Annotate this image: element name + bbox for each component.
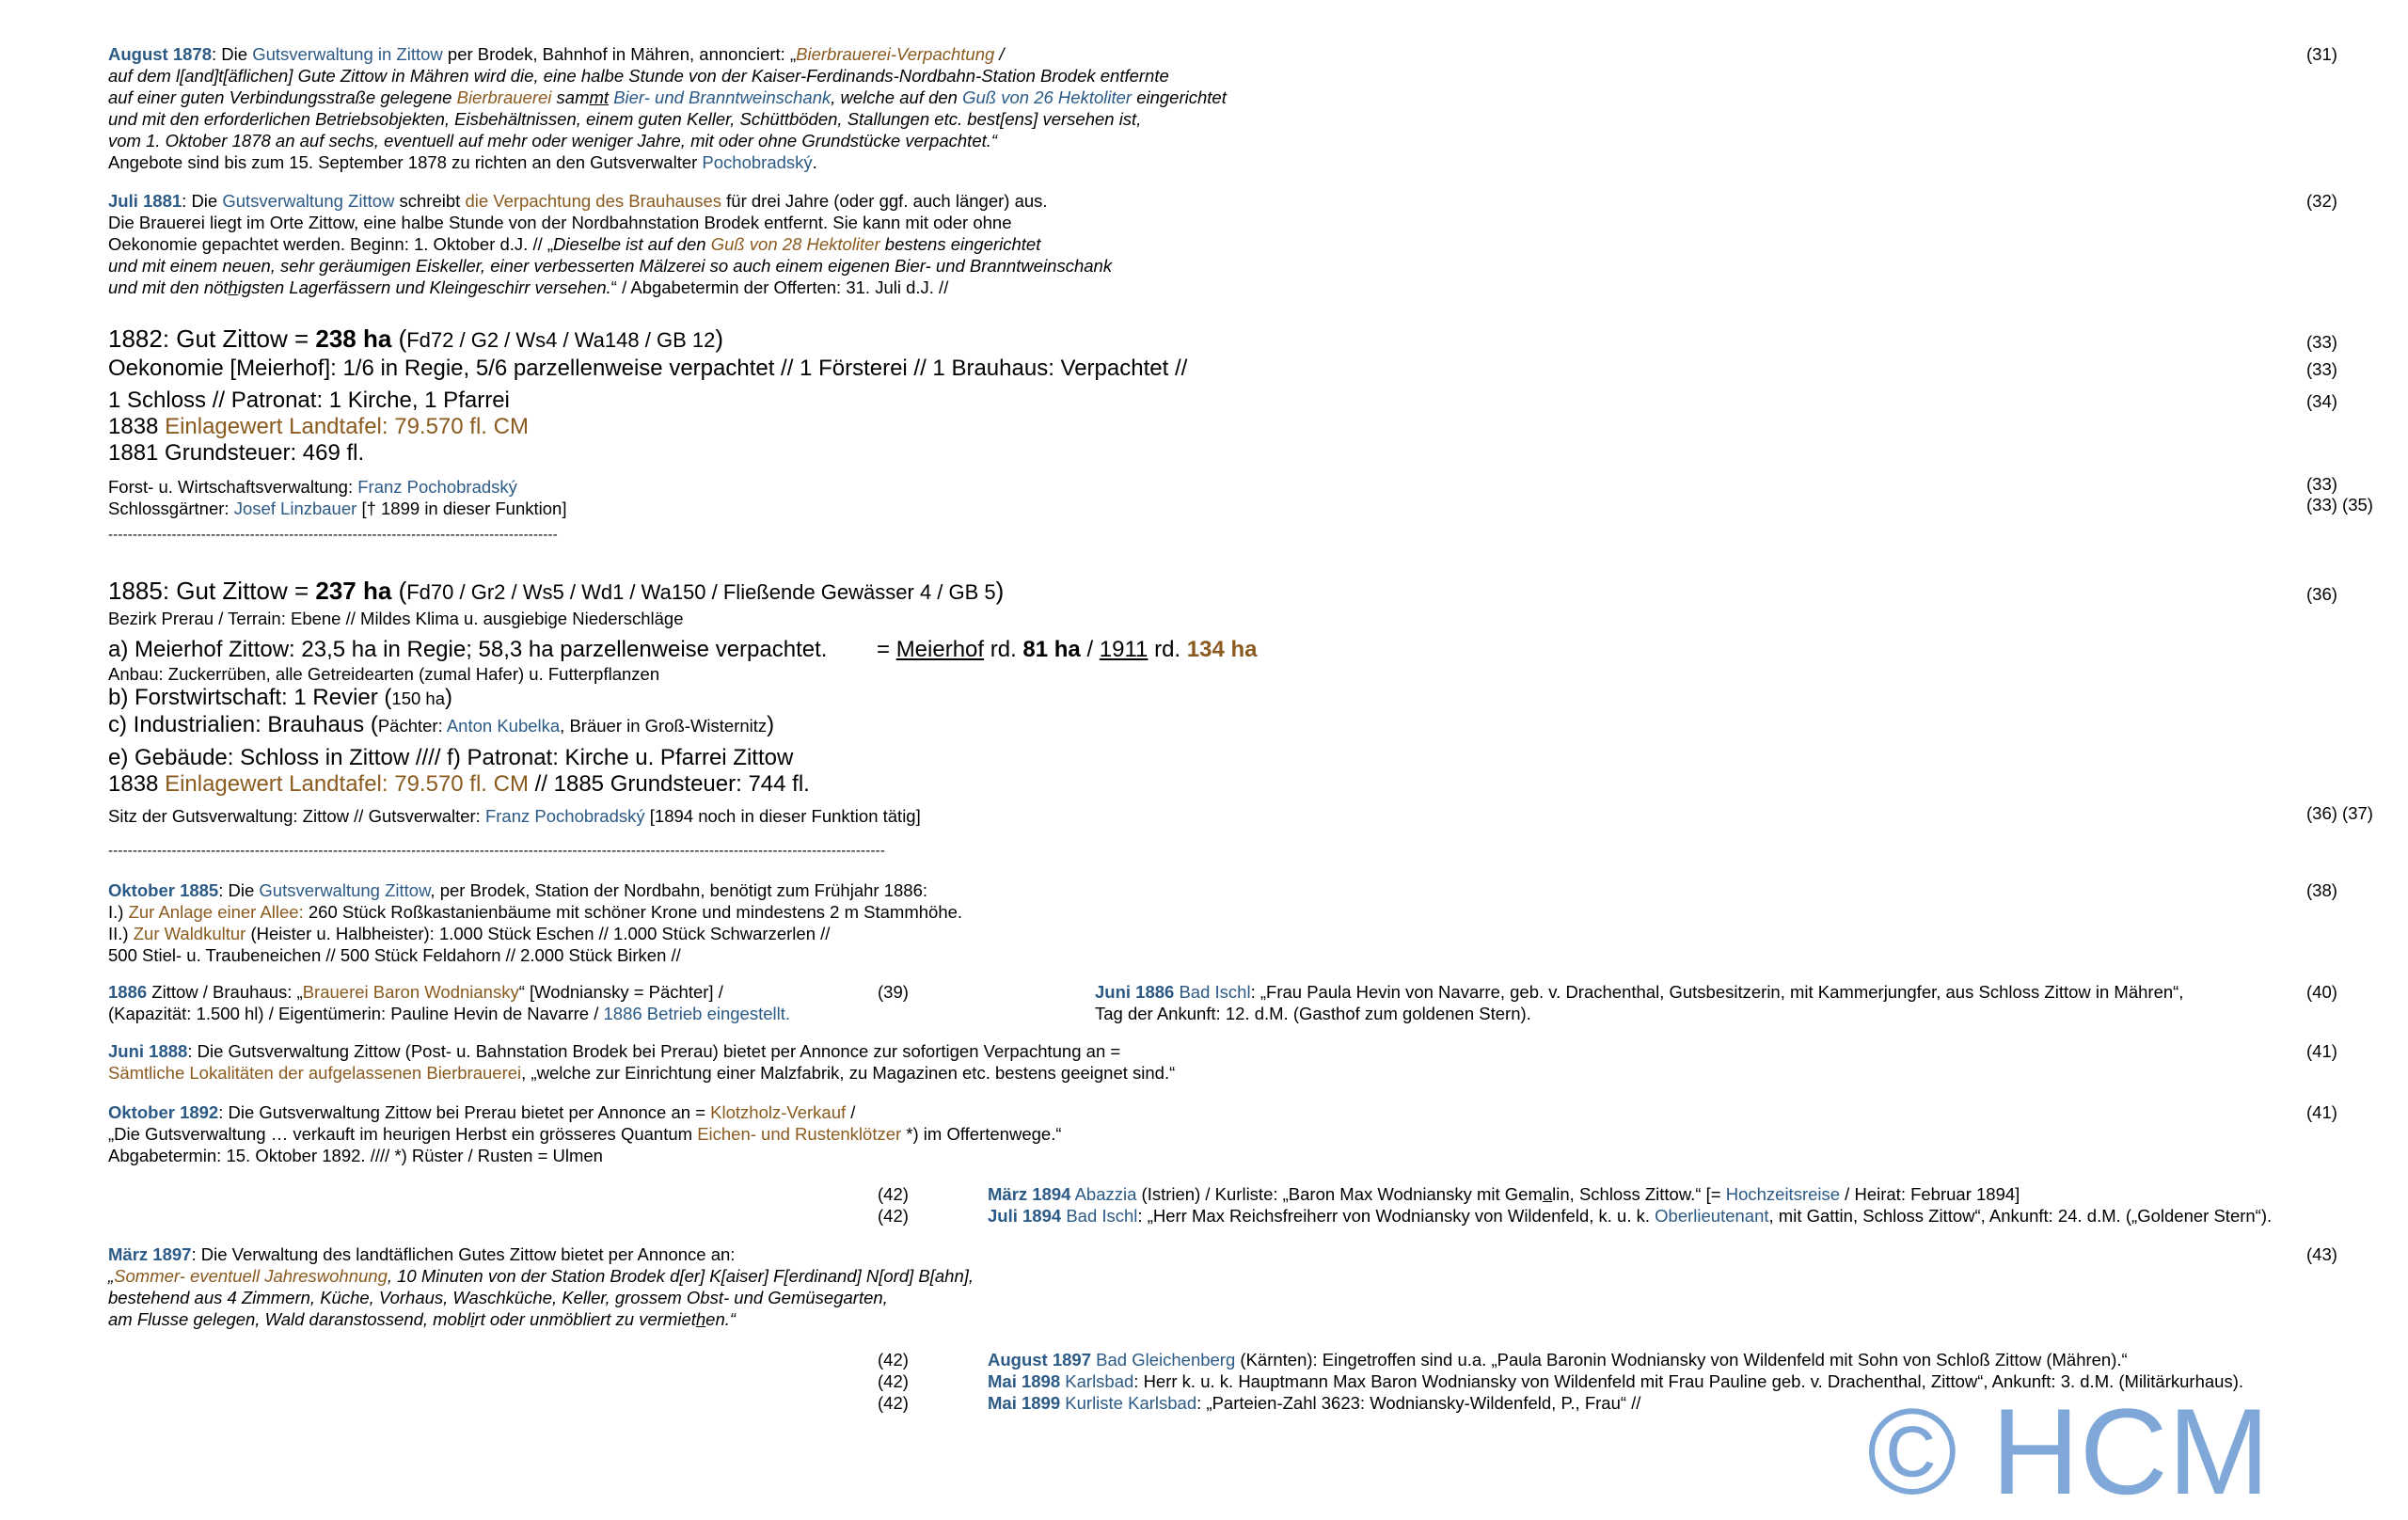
entry-1886 xyxy=(108,981,790,1024)
highlight: Einlagewert Landtafel: 79.570 fl. CM xyxy=(165,414,529,439)
footnote-ref: (31) xyxy=(2306,44,2337,64)
text: : Herr k. u. k. Hauptmann Max Baron Wodniansky von Wildenfeld mit Frau Pauline geb. v. Drachenthal, Zittow“, Ankunft: 3. d.M. (Militärkurhaus). xyxy=(1133,1371,2243,1391)
footnote-ref: (38) xyxy=(2306,880,2337,900)
highlight: Oberlieutenant xyxy=(1655,1206,1769,1226)
highlight: Anton Kubelka xyxy=(446,716,561,736)
entry-date: August 1878 xyxy=(108,44,213,64)
text: , Bräuer in Groß-Wisternitz xyxy=(560,716,768,736)
footnote-ref: (43) xyxy=(2306,1244,2337,1264)
text: ) xyxy=(767,712,775,737)
highlight: Bierbrauerei xyxy=(456,87,552,107)
text: bestens eingerichtet xyxy=(879,234,1041,254)
entry-date: Oktober 1892 xyxy=(108,1102,219,1122)
text: ) xyxy=(995,577,1005,605)
text: , 10 Minuten von der Station Brodek d[er] K[aiser] F[erdinand] N[ord] B[ahn], xyxy=(387,1266,974,1286)
highlight: Einlagewert Landtafel: 79.570 fl. CM xyxy=(165,771,529,797)
text-line: Tag der Ankunft: 12. d.M. (Gasthof zum goldenen Stern). xyxy=(1095,1004,1531,1023)
land-breakdown: Fd72 / G2 / Ws4 / Wa148 / GB 12 xyxy=(406,328,716,352)
text: igsten Lagerfässern und Kleingeschirr versehen. xyxy=(237,277,611,297)
area: 238 ha xyxy=(315,325,392,353)
text: “ [Wodniansky = Pächter] / xyxy=(518,982,723,1002)
footnote-ref: (42) xyxy=(878,1184,909,1204)
highlight: Sämtliche Lokalitäten der aufgelassenen Bierbrauerei xyxy=(108,1063,522,1083)
highlight: Franz Pochobradský xyxy=(357,477,517,497)
text: , mit Gattin, Schloss Zittow“, Ankunft: 24. d.M. („Goldener Stern“). xyxy=(1768,1206,2273,1226)
text: c) Industrialien: Brauhaus ( xyxy=(108,712,378,737)
text: ) xyxy=(715,325,724,353)
text-line: 1 Schloss // Patronat: 1 Kirche, 1 Pfarrei xyxy=(108,388,510,413)
text: schreibt xyxy=(394,191,466,211)
text: (Kärnten): Eingetroffen sind u.a. „Paula Baronin Wodniansky von Wildenfeld mit Sohn von Schloß Zittow (Mähren).“ xyxy=(1235,1350,2128,1370)
entry-1882 xyxy=(108,324,1187,519)
highlight: Zur Anlage einer Allee: xyxy=(128,902,304,922)
text: h xyxy=(695,1309,706,1329)
highlight: Josef Linzbauer xyxy=(233,499,357,518)
highlight: Kurliste Karlsbad xyxy=(1065,1393,1197,1413)
footnote-ref: (34) xyxy=(2306,391,2337,411)
highlight: Gutsverwaltung in Zittow xyxy=(252,44,443,64)
text-line: auf dem l[and]t[äflichen] Gute Zittow in Mähren wird die, eine halbe Stunde von der Kaiser-Ferdinands-Nordbahn-Station Brodek entfernte xyxy=(108,66,1169,86)
text: , „welche zur Einrichtung einer Malzfabrik, zu Magazinen etc. bestens geeignet sind.“ xyxy=(521,1063,1176,1083)
text: 260 Stück Roßkastanienbäume mit schöner Krone und mindestens 2 m Stammhöhe. xyxy=(303,902,963,922)
text: i xyxy=(470,1309,475,1329)
text: , welche auf den xyxy=(831,87,963,107)
text: [† 1899 in dieser Funktion] xyxy=(356,499,567,518)
text: Zittow / Brauhaus: „ xyxy=(147,982,303,1002)
text-line: und mit den erforderlichen Betriebsobjekten, Eisbehältnissen, einem guten Keller, Schüttböden, Stallungen etc. best[ens] versehen ist, xyxy=(108,109,1142,129)
text: rd. xyxy=(1148,637,1187,662)
text: ( xyxy=(391,577,407,605)
text-line: Anbau: Zuckerrüben, alle Getreidearten (zumal Hafer) u. Futterpflanzen xyxy=(108,664,660,684)
entry-oktober-1885 xyxy=(108,879,962,966)
highlight: 1886 Betrieb eingestellt. xyxy=(603,1004,791,1023)
highlight: Klotzholz-Verkauf xyxy=(710,1102,847,1122)
text: Forst- u. Wirtschaftsverwaltung: xyxy=(108,477,358,497)
text: en.“ xyxy=(705,1309,737,1329)
footnote-ref: (36) (37) xyxy=(2306,803,2373,823)
text: 150 ha xyxy=(391,689,445,708)
highlight: Gutsverwaltung Zittow xyxy=(259,880,431,900)
text: Schlossgärtner: xyxy=(108,499,234,518)
highlight: Bierbrauerei-Verpachtung xyxy=(796,44,995,64)
text: (Istrien) / Kurliste: „Baron Max Wodniansky mit Gem xyxy=(1136,1184,1543,1204)
text: a xyxy=(1542,1184,1553,1204)
text: a) Meierhof Zittow: 23,5 ha in Regie; 58,3 ha parzellenweise verpachtet. xyxy=(108,637,828,662)
text: / xyxy=(994,44,1005,64)
footnote-ref: (40) xyxy=(2306,982,2337,1002)
footnote-ref: (41) xyxy=(2306,1041,2337,1061)
footnote-ref: (42) xyxy=(878,1206,909,1226)
text-line: und mit einem neuen, sehr geräumigen Eiskeller, einer verbesserten Mälzerei so auch einem eigenen Bier- und Branntweinschank xyxy=(108,256,1113,276)
text-line: 500 Stiel- u. Traubeneichen // 500 Stück Feldahorn // 2.000 Stück Birken // xyxy=(108,945,681,965)
entry-date: März 1894 xyxy=(988,1184,1071,1204)
meierhof-summary xyxy=(877,637,1257,663)
highlight: Bad Ischl xyxy=(1066,1206,1138,1226)
footnote-ref: (33) xyxy=(2306,332,2337,352)
copyright-watermark: © HCM xyxy=(1867,1383,2270,1520)
text: eingerichtet xyxy=(1132,87,1227,107)
footnote-ref: (33) (35) xyxy=(2306,495,2373,515)
text: per Brodek, Bahnhof in Mähren, annonciert: „ xyxy=(442,44,797,64)
highlight: Sommer- eventuell Jahreswohnung xyxy=(114,1266,388,1286)
text-line: vom 1. Oktober 1878 an auf sechs, eventuell auf mehr oder weniger Jahre, mit oder ohne Grundstücke verpachtet.“ xyxy=(108,131,998,150)
text: : Die xyxy=(212,44,253,64)
text: : Die Gutsverwaltung Zittow bei Prerau bietet per Annonce an = xyxy=(218,1102,711,1122)
entry-juni-1888 xyxy=(108,1040,1175,1084)
text: / xyxy=(846,1102,856,1122)
footnote-ref: (42) xyxy=(878,1371,909,1391)
text-line: bestehend aus 4 Zimmern, Küche, Vorhaus, Waschküche, Keller, grossem Obst- und Gemüsegarten, xyxy=(108,1288,888,1307)
text-line: 1881 Grundsteuer: 469 fl. xyxy=(108,440,365,466)
highlight: 134 ha xyxy=(1186,637,1258,662)
text: rd. xyxy=(984,637,1023,662)
highlight: Gutsverwaltung Zittow xyxy=(222,191,395,211)
text: Angebote sind bis zum 15. September 1878 zu richten an den Gutsverwalter xyxy=(108,152,703,172)
text: : „Frau Paula Hevin von Navarre, geb. v. Drachenthal, Gutsbesitzerin, mit Kammerjungfer, aus Schloss Zittow in Mähren“, xyxy=(1250,982,2184,1002)
text: : „Parteien-Zahl 3623: Wodniansky-Wildenfeld, P., Frau“ // xyxy=(1196,1393,1641,1413)
footnote-ref: (42) xyxy=(878,1393,909,1413)
footnote-ref: (36) xyxy=(2306,584,2337,604)
divider: --------------------------------------------------------------------------------------------------------------------------------------------------------------- xyxy=(108,843,886,859)
title: 1882: Gut Zittow = xyxy=(108,325,316,353)
entry-date: Juni 1888 xyxy=(108,1041,188,1061)
highlight: Eichen- und Rustenklötzer xyxy=(697,1124,902,1144)
text-line: Die Brauerei liegt im Orte Zittow, eine halbe Stunde von der Nordbahnstation Brodek entfernt. Sie kann mit oder ohne xyxy=(108,213,1012,232)
title: 1885: Gut Zittow = xyxy=(108,577,316,605)
entry-oktober-1892 xyxy=(108,1101,1062,1166)
entry-juni-1886 xyxy=(1095,981,2183,1024)
entry-maerz-1897 xyxy=(108,1243,974,1330)
text: [1894 noch in dieser Funktion tätig] xyxy=(644,806,921,826)
highlight: Bad Ischl xyxy=(1179,982,1251,1002)
highlight: die Verpachtung des Brauhauses xyxy=(465,191,721,211)
text: ) xyxy=(445,685,452,710)
entry-juli-1881 xyxy=(108,190,1112,298)
text: I.) xyxy=(108,902,129,922)
text: : Die Verwaltung des landtäflichen Gutes Zittow bietet per Annonce an: xyxy=(191,1244,736,1264)
text: auf einer guten Verbindungsstraße gelegene xyxy=(108,87,457,107)
footnote-ref: (33) xyxy=(2306,359,2337,379)
text: und mit den nöt xyxy=(108,277,229,297)
highlight: Karlsbad xyxy=(1065,1371,1134,1391)
text: am Flusse gelegen, Wald daranstossend, mobl xyxy=(108,1309,471,1329)
text: II.) xyxy=(108,924,134,943)
highlight: Zur Waldkultur xyxy=(133,924,246,943)
area: 237 ha xyxy=(315,577,392,605)
highlight: Abazzia xyxy=(1074,1184,1137,1204)
text: Oekonomie gepachtet werden. Beginn: 1. Oktober d.J. // „ xyxy=(108,234,554,254)
land-breakdown: Fd70 / Gr2 / Ws5 / Wd1 / Wa150 / Fließende Gewässer 4 / GB 5 xyxy=(406,580,996,604)
text: / xyxy=(1080,637,1100,662)
footnote-ref: (33) xyxy=(2306,474,2337,494)
text: : Die Gutsverwaltung Zittow (Post- u. Bahnstation Brodek bei Prerau) bietet per Annonce zur sofortigen Verpachtung an = xyxy=(187,1041,1121,1061)
text: 1911 xyxy=(1099,637,1149,662)
text: : „Herr Max Reichsfreiherr von Wodniansky von Wildenfeld, k. u. k. xyxy=(1137,1206,1656,1226)
entry-date: Mai 1899 xyxy=(988,1393,1061,1413)
text: sam xyxy=(551,87,590,107)
text: : Die xyxy=(182,191,223,211)
highlight: Bier- und Branntweinschank xyxy=(613,87,832,107)
divider: -------------------------------------------------------------------------------------------- xyxy=(108,527,558,543)
text-line: e) Gebäude: Schloss in Zittow //// f) Patronat: Kirche u. Pfarrei Zittow xyxy=(108,745,794,770)
text: (Kapazität: 1.500 hl) / Eigentümerin: Pauline Hevin de Navarre / xyxy=(108,1004,604,1023)
text: “ / Abgabetermin der Offerten: 31. Juli d.J. // xyxy=(610,277,949,297)
text: Pächter: xyxy=(377,716,447,736)
entry-date: 1886 xyxy=(108,982,148,1002)
footnote-ref: (39) xyxy=(878,982,909,1002)
text: b) Forstwirtschaft: 1 Revier ( xyxy=(108,685,392,710)
text: Meierhof xyxy=(895,637,985,662)
text: mt xyxy=(589,87,610,107)
text: *) im Offertenwege.“ xyxy=(901,1124,1062,1144)
entry-date: Juli 1894 xyxy=(988,1206,1062,1226)
text-line: Abgabetermin: 15. Oktober 1892. //// *) Rüster / Rusten = Ulmen xyxy=(108,1146,603,1165)
entry-august-1878 xyxy=(108,43,1227,173)
entry-date: August 1897 xyxy=(988,1350,1092,1370)
text: 81 ha xyxy=(1022,637,1081,662)
entry-date: Mai 1898 xyxy=(988,1371,1061,1391)
text: „ xyxy=(108,1266,115,1286)
highlight: Hochzeitsreise xyxy=(1725,1184,1841,1204)
text: / Heirat: Februar 1894] xyxy=(1840,1184,2020,1204)
text: lin, Schloss Zittow.“ [= xyxy=(1552,1184,1726,1204)
footnote-ref: (42) xyxy=(878,1350,909,1370)
text-line: Bezirk Prerau / Terrain: Ebene // Mildes Klima u. ausgiebige Niederschläge xyxy=(108,609,684,628)
footnote-ref: (32) xyxy=(2306,191,2337,211)
text: Dieselbe ist auf den xyxy=(553,234,711,254)
text: = xyxy=(877,637,896,662)
highlight: Guß von 28 Hektoliter xyxy=(710,234,880,254)
text-line: Oekonomie [Meierhof]: 1/6 in Regie, 5/6 parzellenweise verpachtet // 1 Försterei // 1 Brauhaus: Verpachtet // xyxy=(108,356,1188,381)
text: für drei Jahre (oder ggf. auch länger) aus. xyxy=(721,191,1048,211)
text: : Die xyxy=(218,880,260,900)
text: „Die Gutsverwaltung … verkauft im heurigen Herbst ein grösseres Quantum xyxy=(108,1124,698,1144)
text: 1838 xyxy=(108,771,166,797)
highlight: Bad Gleichenberg xyxy=(1096,1350,1236,1370)
text: // 1885 Grundsteuer: 744 fl. xyxy=(528,771,810,797)
entry-date: März 1897 xyxy=(108,1244,192,1264)
text: 1838 xyxy=(108,414,166,439)
highlight: Pochobradský xyxy=(702,152,813,172)
highlight: Franz Pochobradský xyxy=(484,806,645,826)
text: Sitz der Gutsverwaltung: Zittow // Gutsverwalter: xyxy=(108,806,485,826)
entry-date: Juli 1881 xyxy=(108,191,182,211)
entries-1894 xyxy=(988,1183,2272,1227)
entry-date: Juni 1886 xyxy=(1095,982,1175,1002)
text: (Heister u. Halbheister): 1.000 Stück Eschen // 1.000 Stück Schwarzerlen // xyxy=(246,924,831,943)
entry-date: Oktober 1885 xyxy=(108,880,219,900)
footnote-ref: (41) xyxy=(2306,1102,2337,1122)
text: h xyxy=(228,277,238,297)
text: , per Brodek, Station der Nordbahn, benötigt zum Frühjahr 1886: xyxy=(430,880,928,900)
text: rt oder unmöbliert zu vermiet xyxy=(474,1309,696,1329)
highlight: Guß von 26 Hektoliter xyxy=(962,87,1133,107)
text: . xyxy=(812,152,817,172)
text: ( xyxy=(391,325,407,353)
highlight: Brauerei Baron Wodniansky xyxy=(302,982,519,1002)
entry-1885 xyxy=(108,576,1258,827)
